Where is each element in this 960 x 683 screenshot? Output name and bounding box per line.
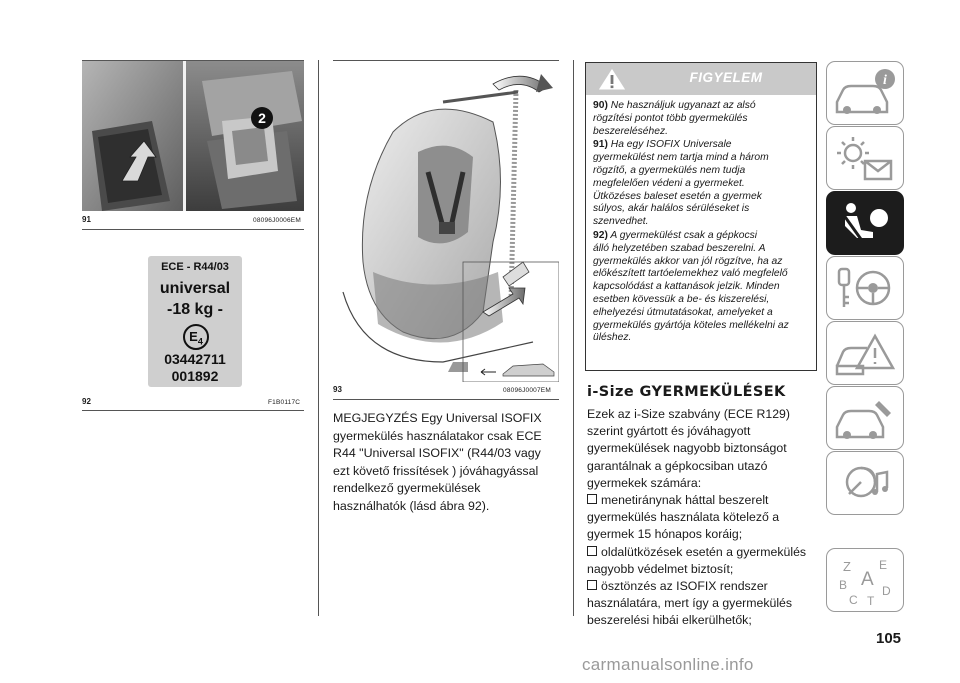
index-letter: A — [861, 569, 874, 590]
index-letter: B — [839, 578, 848, 592]
warning-item-number: 90) — [593, 100, 608, 111]
warning-line: gyermekülés gyártója köteles mellékelni az — [593, 319, 789, 331]
warning-line: kapcsolódást a kattanások jelzik. Minden — [593, 281, 780, 293]
figure-92-code: F1B0117C — [268, 399, 301, 406]
seat-airbag-icon — [827, 192, 903, 254]
warning-item-91 — [593, 139, 811, 229]
note-line: R44 "Universal ISOFIX" (R44/03 vagy — [333, 446, 541, 461]
figure-93-number: 93 — [333, 385, 342, 394]
note-line: ezt követő frissítések ) jóváhagyással — [333, 463, 539, 478]
index-letter: E — [879, 558, 888, 572]
bullet-line: használatára, mert így a gyermekülés — [587, 596, 793, 611]
car-info-icon — [827, 62, 903, 124]
column-divider-right — [573, 60, 574, 616]
index-letter: D — [882, 584, 891, 598]
intro-line: gyermekülések nagyobb biztonságot — [587, 441, 787, 456]
warning-line: esetben kövessük a be- és kiszerelési, — [593, 293, 770, 305]
note-line: gyermekülés használatakor csak ECE — [333, 428, 542, 443]
figure-93-child-seat-illustration — [333, 62, 559, 382]
warning-box — [585, 62, 817, 371]
bullet-item — [587, 492, 823, 544]
intro-line: Ezek az i-Size szabvány (ECE R129) — [587, 407, 790, 421]
warning-line: megfelelően védeni a gyermeket. — [593, 177, 745, 189]
warning-line: súlyos, akár halálos sérüléseket is — [593, 203, 750, 215]
tab-index[interactable] — [826, 548, 904, 612]
car-breakdown-icon — [827, 322, 903, 384]
warning-line: elhelyezési útmutatásokat, amelyeket a — [593, 306, 773, 318]
section-title: i-Size GYERMEKÜLÉSEK — [587, 384, 786, 400]
car-maintenance-icon — [827, 387, 903, 449]
bullet-line: ösztönzés az ISOFIX rendszer — [601, 579, 768, 594]
ece-weight: -18 kg - — [166, 301, 223, 318]
tab-emergency[interactable] — [826, 321, 904, 385]
warning-triangle-icon — [592, 63, 632, 95]
figure-93-top-rule — [333, 60, 559, 61]
index-letter: Z — [843, 559, 851, 574]
figure-91-number: 91 — [82, 215, 91, 224]
note-line: MEGJEGYZÉS Egy Universal ISOFIX — [333, 411, 542, 425]
index-letter: C — [849, 593, 858, 607]
warning-title: FIGYELEM — [689, 70, 763, 85]
bullet-item — [587, 578, 823, 630]
warning-line: gyermekülés akkor van jól rögzítve, ha az — [593, 255, 783, 267]
figure-93-bottom-rule — [333, 399, 559, 400]
ece-approval-label — [148, 256, 242, 387]
warning-item-number: 92) — [593, 229, 608, 241]
figure-91-photo — [82, 61, 304, 211]
tab-starting-driving[interactable] — [826, 256, 904, 320]
intro-line: garantálnak a gépkocsiban utazó — [587, 458, 768, 473]
figure-91-code: 08096J0006EM — [253, 217, 301, 224]
multimedia-icon — [827, 452, 903, 514]
figure-92-bottom-rule — [82, 410, 304, 411]
bullet-line: oldalütközések esetén a gyermekülés — [601, 544, 807, 559]
ece-country-mark — [183, 324, 209, 350]
warning-line: Ütközéses baleset esetén a gyermek — [593, 190, 762, 202]
note-line: rendelkező gyermekülések — [333, 481, 481, 496]
ece-category: universal — [159, 280, 231, 297]
index-letters-icon — [827, 549, 903, 611]
warning-item-92 — [593, 230, 811, 345]
ece-mark-letter: E — [189, 329, 198, 344]
warning-line: üléshez. — [593, 332, 632, 344]
isofix-note — [333, 410, 568, 516]
callout-2: 2 — [258, 110, 266, 126]
warning-line: beszereléséhez. — [593, 125, 668, 137]
note-line: használhatók (lásd ábra 92). — [333, 498, 490, 513]
intro-line: gyermekek számára: — [587, 475, 702, 490]
bullet-item — [587, 544, 823, 578]
ece-regulation: ECE - R44/03 — [161, 261, 229, 273]
bullet-line: gyermekülés használata kötelező a — [587, 510, 780, 525]
ece-approval-number: 03442711 — [164, 351, 226, 367]
warning-item-90 — [593, 100, 811, 138]
warning-line: rögzítő, a gyermekülés nem tudja — [593, 164, 746, 176]
bullet-checkbox-icon — [587, 546, 597, 556]
warning-header — [586, 63, 816, 95]
column-divider-left — [318, 60, 319, 616]
tab-multimedia[interactable] — [826, 451, 904, 515]
intro-line: szerint gyártott és jóváhagyott — [587, 424, 751, 439]
warning-line: rögzítési pontot több gyermekülés — [593, 112, 748, 124]
warning-item-number: 91) — [593, 139, 608, 151]
index-letter: T — [867, 594, 875, 608]
warning-content — [593, 100, 811, 346]
svg-text:i: i — [883, 73, 887, 88]
bullet-checkbox-icon — [587, 494, 597, 504]
bullet-line: beszerelési hibái elkerülhetők; — [587, 613, 752, 628]
figure-93-code: 08096J0007EM — [503, 387, 551, 394]
warning-lights-icon — [827, 127, 903, 189]
bullet-checkbox-icon — [587, 580, 597, 590]
warning-line: Ne használjuk ugyanazt az alsó — [610, 100, 756, 111]
ece-mark-number: 4 — [197, 336, 203, 347]
figure-92-number: 92 — [82, 397, 91, 406]
bullet-line: gyermek 15 hónapos koráig; — [587, 527, 743, 542]
isize-body — [587, 406, 823, 630]
ece-serial-number: 001892 — [171, 368, 219, 384]
page-number: 105 — [876, 630, 902, 647]
tab-safety[interactable] — [826, 191, 904, 255]
warning-line: Ha egy ISOFIX Universale — [610, 139, 732, 151]
warning-line: előkészített tartóelemekhez való megfelelő — [593, 268, 788, 280]
figure-91-bottom-rule — [82, 229, 304, 230]
warning-line: A gyermekülést csak a gépkocsi — [610, 229, 758, 241]
warning-line: álló helyzetében szabad beszerelni. A — [593, 242, 766, 254]
bullet-line: nagyobb védelmet biztosít; — [587, 561, 734, 576]
key-steering-icon — [827, 257, 903, 319]
warning-line: szenvedhet. — [593, 216, 649, 228]
bullet-line: menetiránynak háttal beszerelt — [601, 493, 769, 508]
tab-warning-lights[interactable] — [826, 126, 904, 190]
warning-line: gyermekülést nem tartja mind a három — [593, 152, 769, 164]
watermark: carmanualsonline.info — [582, 655, 754, 674]
tab-car-info[interactable] — [826, 61, 904, 125]
tab-maintenance[interactable] — [826, 386, 904, 450]
